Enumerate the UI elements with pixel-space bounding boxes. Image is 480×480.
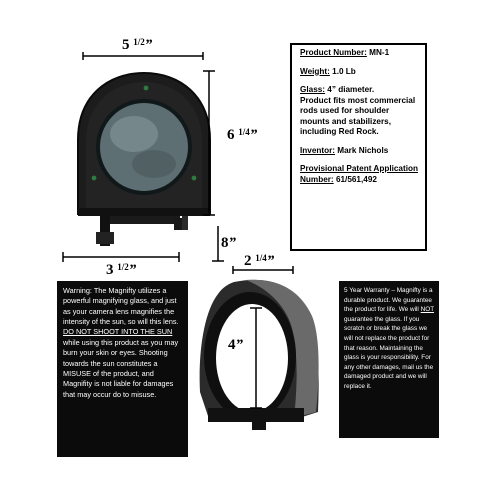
spec-patent: Provisional Patent Application Number: 61/561,492 — [300, 164, 418, 184]
spec-box — [290, 43, 427, 251]
clamp-width-line — [62, 252, 180, 262]
warranty-text-rest: guarantee the glass. If you scratch or break the glass we will not replace the product for that reason. Maintaining the glass is your responsibility. For any other damages, mail us the damaged product and we will replace it. — [344, 315, 434, 391]
total-height-label: 8” — [221, 235, 236, 251]
warning-emphasis: DO NOT SHOOT INTO THE SUN — [63, 327, 173, 337]
warning-panel — [57, 281, 188, 457]
spec-product-number: Product Number: MN-1 — [300, 48, 390, 57]
spec-inventor: Inventor: Mark Nichols — [300, 145, 389, 155]
warranty-not-word: NOT — [420, 306, 434, 314]
top-width-label: 5 $^{1/2}$” — [122, 37, 153, 53]
glass-diameter-label: 4” — [228, 337, 243, 353]
spec-weight: Weight: 1.0 Lb — [300, 66, 356, 76]
top-width-line — [82, 52, 204, 60]
warning-text-rest: while using this product as you may burn your skin or eyes. Shooting towards the sun constitutes a MISUSE of the product, and Magnifity is not liable for damages that may occur do to misuse. — [63, 337, 179, 399]
product-front-photo — [74, 68, 216, 254]
warning-text-intro: Warning: The Magnifty utilizes a powerful magnifying glass, and just as your camera lens magnifies the intensity of the sun, so will this lens. — [63, 286, 179, 327]
spec-glass: Glass: 4” diameter. Product fits most commercial rods used for shoulder mounts and stabilizers, including Red Rock. — [300, 85, 416, 136]
warranty-text-intro: 5 Year Warranty – Magnifty is a durable product. We guarantee the product for life. We will — [344, 287, 433, 314]
hood-height-line — [202, 70, 216, 216]
clamp-width-label: 3 $^{1/2}$” — [106, 262, 137, 278]
warranty-panel — [339, 281, 439, 438]
product-side-photo — [194, 272, 322, 432]
top-width-dimension — [82, 38, 204, 68]
side-depth-label: 2 $^{1/4}$” — [244, 253, 275, 269]
hood-height-label: 6 $^{1/4}$” — [227, 127, 258, 143]
